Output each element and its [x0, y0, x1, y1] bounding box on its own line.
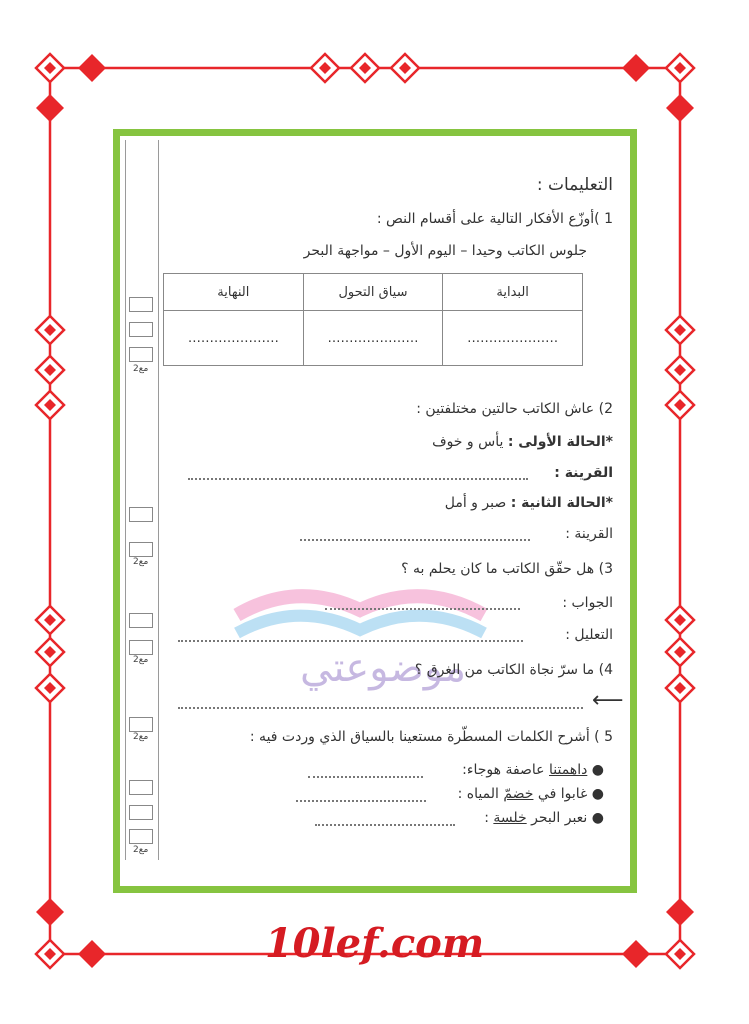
vocab-word: خضمّ: [503, 786, 534, 802]
ideas-table: [163, 273, 583, 366]
state2-value: صبر و أمل: [444, 495, 507, 511]
book-watermark-icon: [232, 575, 492, 645]
reason-line[interactable]: [178, 640, 523, 642]
score-box[interactable]: [129, 805, 153, 820]
vocab-context: نعبر البحر: [526, 810, 588, 826]
margin-line-inner: [158, 140, 159, 860]
q5-prompt: 5 ) أشرح الكلمات المسطّرة مستعينا بالسياق الذي وردت فيه :: [249, 729, 613, 745]
score-box[interactable]: [129, 717, 153, 732]
margin-line-outer: [125, 140, 126, 860]
bullet-icon: ●: [591, 762, 604, 778]
state1-value: يأس و خوف: [432, 434, 504, 450]
instructions-heading: التعليمات :: [536, 175, 613, 195]
evidence1-label: القرينة :: [554, 465, 613, 481]
vocab-answer-line[interactable]: [296, 800, 426, 802]
evidence2-answer-line[interactable]: [300, 539, 530, 541]
answer-cell-end[interactable]: …………………: [164, 311, 304, 366]
state2-label: *الحالة الثانية :: [510, 495, 613, 511]
column-beginning: البداية: [443, 274, 583, 311]
watermark-text: موضوعتي: [300, 645, 466, 691]
bullet-icon: ●: [591, 786, 604, 802]
q2-prompt: 2) عاش الكاتب حالتين مختلفتين :: [416, 401, 613, 417]
state1-line: [432, 434, 613, 450]
vocab-context: :: [484, 810, 494, 826]
arrow-icon: ⟵: [592, 688, 624, 713]
margin-mark: مع2: [133, 845, 149, 855]
diamond-ornament-icon: [78, 54, 106, 82]
column-transition: سياق التحول: [303, 274, 443, 311]
vocab-answer-line[interactable]: [315, 824, 455, 826]
bullet-icon: ●: [591, 810, 604, 826]
diamond-ornament-icon: [36, 94, 64, 122]
answer-label: الجواب :: [562, 595, 613, 611]
vocab-item: [484, 810, 604, 826]
score-box[interactable]: [129, 829, 153, 844]
score-box[interactable]: [129, 780, 153, 795]
vocab-item: [458, 786, 604, 802]
column-end: النهاية: [164, 274, 304, 311]
reason-label: التعليل :: [565, 627, 613, 643]
answer-line[interactable]: [325, 608, 520, 610]
vocab-context: المياه :: [457, 786, 504, 802]
site-logo-text[interactable]: 10lef.com: [264, 920, 485, 967]
state1-label: *الحالة الأولى :: [507, 434, 613, 450]
q4-answer-line[interactable]: [178, 707, 583, 709]
score-box[interactable]: [129, 297, 153, 312]
diamond-ornament-icon: [622, 54, 650, 82]
evidence1-answer-line[interactable]: [188, 478, 528, 480]
vocab-word: داهمتنا: [549, 762, 588, 778]
diamond-ornament-icon: [666, 94, 694, 122]
vocab-context: غابوا في: [533, 786, 588, 802]
margin-mark: مع2: [133, 364, 149, 374]
margin-mark: مع2: [133, 655, 149, 665]
score-box[interactable]: [129, 613, 153, 628]
answer-cell-beginning[interactable]: …………………: [443, 311, 583, 366]
score-box[interactable]: [129, 347, 153, 362]
vocab-context: عاصفة هوجاء:: [462, 762, 549, 778]
vocab-answer-line[interactable]: [308, 776, 423, 778]
margin-mark: مع2: [133, 732, 149, 742]
vocab-word: خلسة: [493, 810, 527, 826]
evidence2-label: القرينة :: [565, 526, 613, 542]
vocab-item: [462, 762, 604, 778]
q1-ideas: جلوس الكاتب وحيدا – اليوم الأول – مواجهة البحر: [303, 243, 587, 259]
score-box[interactable]: [129, 640, 153, 655]
q1-prompt: 1 )أوزّع الأفكار التالية على أقسام النص :: [376, 211, 613, 227]
score-box[interactable]: [129, 542, 153, 557]
q4-prompt: 4) ما سرّ نجاة الكاتب من الغرق ؟: [414, 662, 613, 678]
score-box[interactable]: [129, 507, 153, 522]
answer-cell-transition[interactable]: …………………: [303, 311, 443, 366]
margin-mark: مع2: [133, 557, 149, 567]
score-box[interactable]: [129, 322, 153, 337]
q3-prompt: 3) هل حقّق الكاتب ما كان يحلم به ؟: [401, 561, 613, 577]
state2-line: [445, 495, 613, 511]
